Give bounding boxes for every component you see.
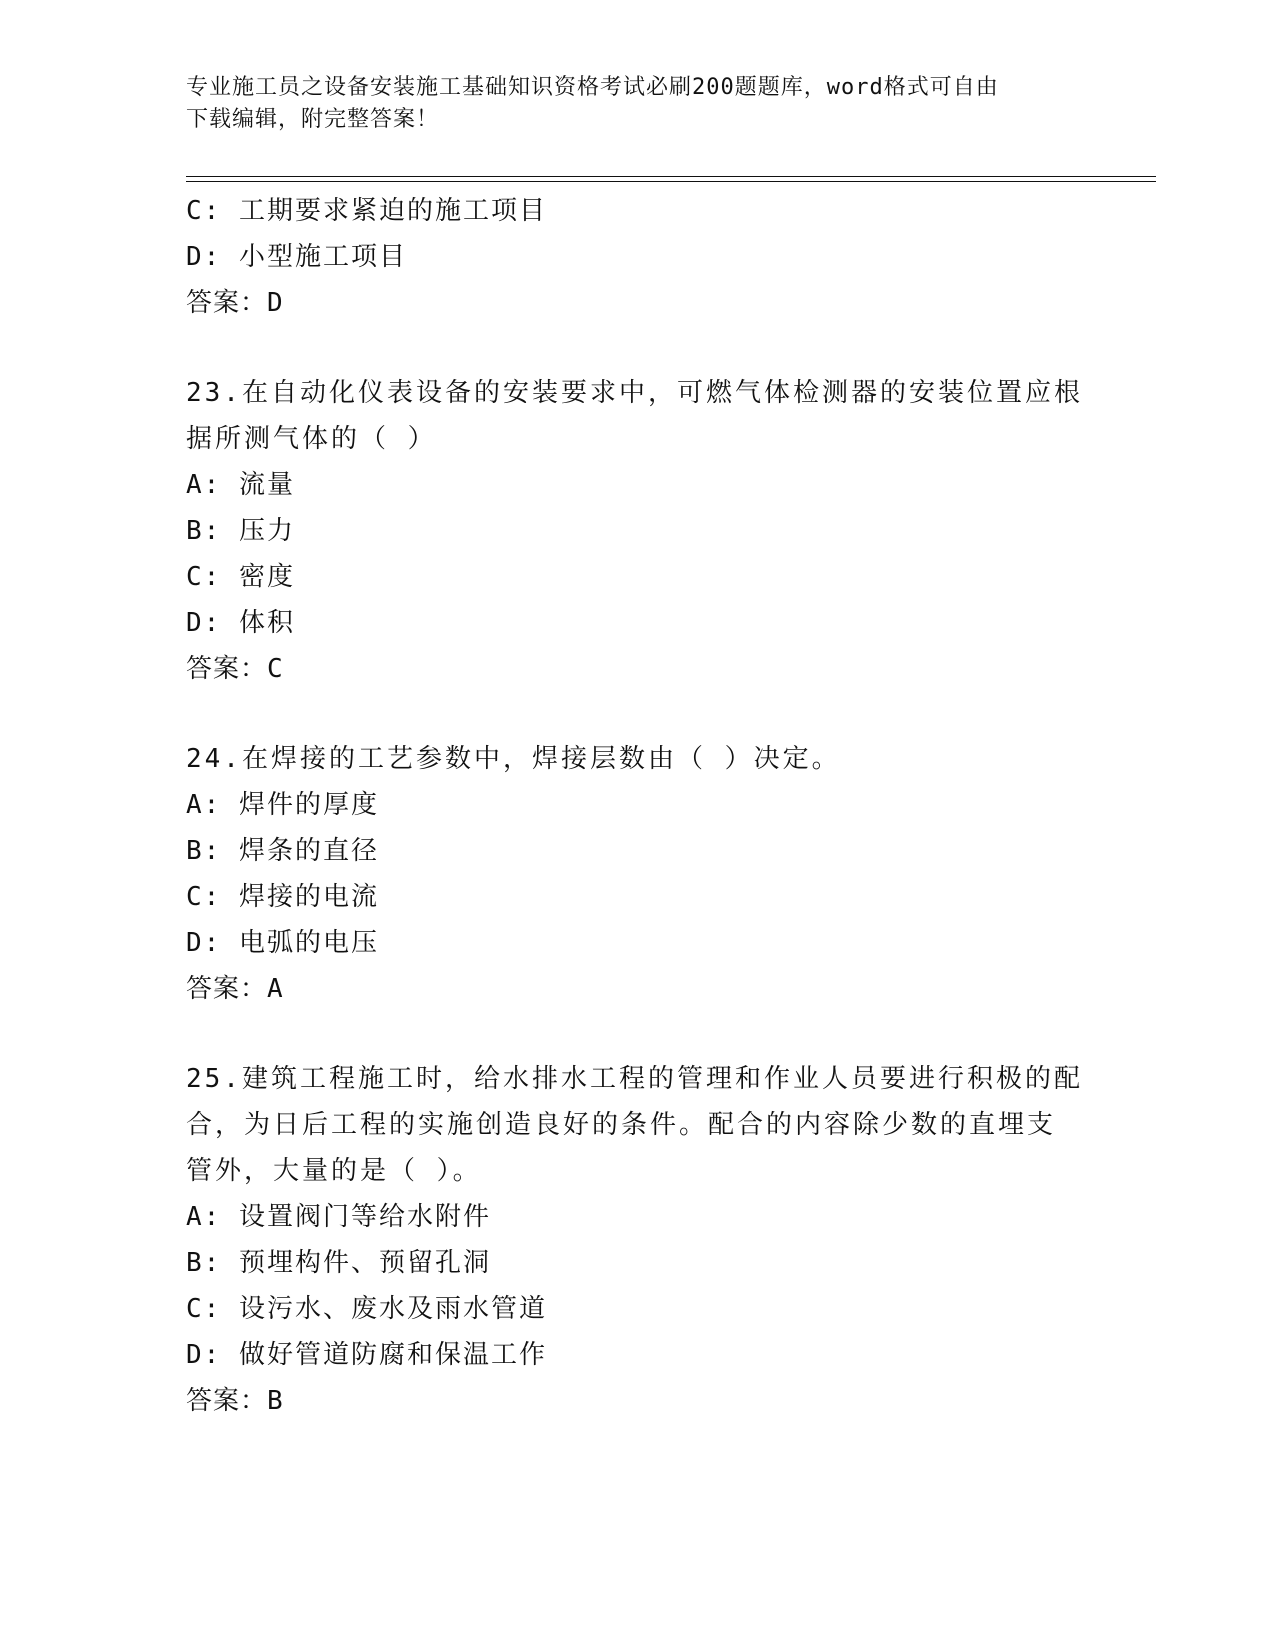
header-divider-top bbox=[186, 176, 1156, 177]
question-24 bbox=[186, 736, 1086, 1012]
option-a: A: 设置阀门等给水附件 bbox=[186, 1202, 491, 1232]
answer-line: 答案：A bbox=[186, 974, 284, 1004]
option-c: C: 密度 bbox=[186, 562, 295, 592]
header-divider-bottom bbox=[186, 181, 1156, 182]
option-c: C: 焊接的电流 bbox=[186, 882, 379, 912]
option-a: A: 焊件的厚度 bbox=[186, 790, 379, 820]
question-23 bbox=[186, 370, 1086, 692]
option-b: B: 焊条的直径 bbox=[186, 836, 379, 866]
document-header bbox=[186, 72, 1086, 136]
question-25 bbox=[186, 1056, 1086, 1424]
header-line-2: 下载编辑，附完整答案！ bbox=[186, 107, 440, 132]
option-d: D: 做好管道防腐和保温工作 bbox=[186, 1340, 547, 1370]
question-stem-line: 据所测气体的（ ） bbox=[186, 424, 437, 454]
option-b: B: 压力 bbox=[186, 516, 295, 546]
option-d: D: 小型施工项目 bbox=[186, 242, 407, 272]
option-d: D: 体积 bbox=[186, 608, 295, 638]
question-content bbox=[186, 188, 1086, 1424]
answer-line: 答案：C bbox=[186, 654, 284, 684]
question-stem-line: 管外，大量的是（ ）。 bbox=[186, 1156, 482, 1186]
option-c: C: 工期要求紧迫的施工项目 bbox=[186, 196, 547, 226]
question-stem-line: 25.建筑工程施工时，给水排水工程的管理和作业人员要进行积极的配 bbox=[186, 1064, 1083, 1094]
answer-line: 答案：B bbox=[186, 1386, 284, 1416]
option-c: C: 设污水、废水及雨水管道 bbox=[186, 1294, 547, 1324]
question-stem-line: 23.在自动化仪表设备的安装要求中，可燃气体检测器的安装位置应根 bbox=[186, 378, 1083, 408]
question-stem-line: 24.在焊接的工艺参数中，焊接层数由（ ）决定。 bbox=[186, 744, 841, 774]
option-d: D: 电弧的电压 bbox=[186, 928, 379, 958]
prev-question-block bbox=[186, 188, 1086, 326]
question-stem-line: 合，为日后工程的实施创造良好的条件。配合的内容除少数的直埋支 bbox=[186, 1110, 1057, 1140]
header-line-1: 专业施工员之设备安装施工基础知识资格考试必刷200题题库，word格式可自由 bbox=[186, 75, 999, 100]
option-a: A: 流量 bbox=[186, 470, 295, 500]
option-b: B: 预埋构件、预留孔洞 bbox=[186, 1248, 491, 1278]
answer-line: 答案：D bbox=[186, 288, 284, 318]
